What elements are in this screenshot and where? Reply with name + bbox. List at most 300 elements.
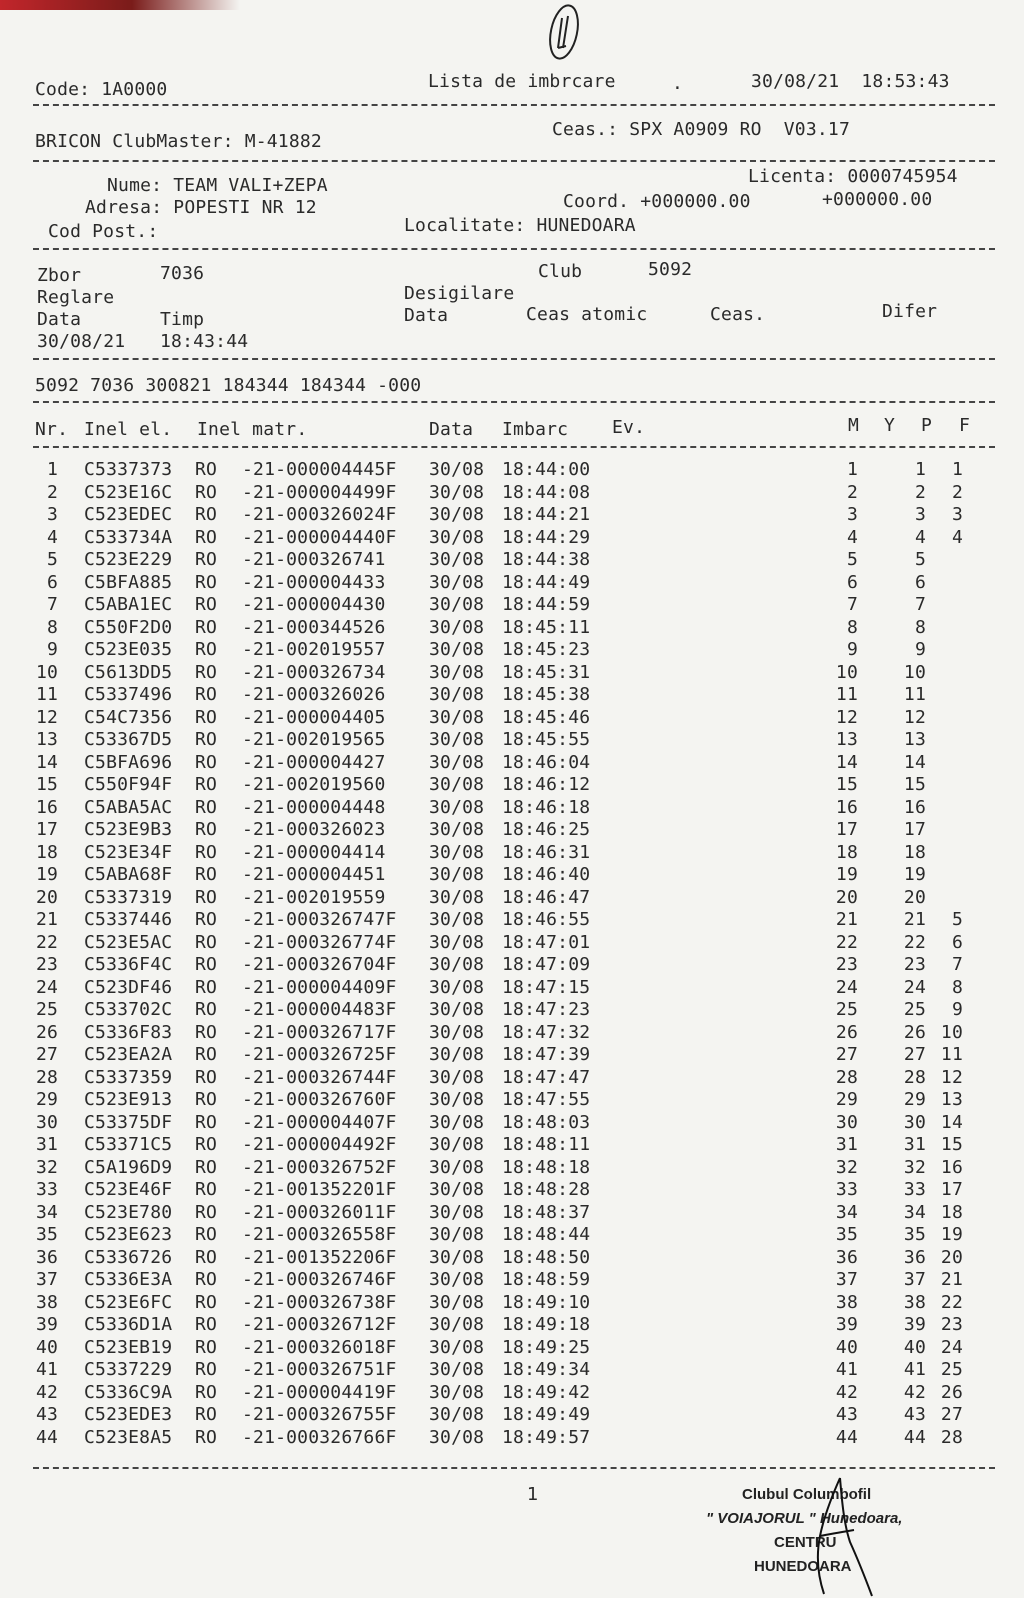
cell-country: RO <box>195 459 218 480</box>
cell-country: RO <box>195 931 218 953</box>
cell-m: 12 <box>835 706 858 728</box>
cell-nr: 38 <box>36 1291 59 1313</box>
cell-nr: 42 <box>36 1381 59 1403</box>
cell-date: 30/08 <box>429 1089 485 1110</box>
cell-inel-el: C523E6FC <box>84 1291 173 1313</box>
cell-nr: 2 <box>46 481 58 503</box>
cell-f: 9 <box>951 999 963 1020</box>
cell-nr: 41 <box>36 1359 59 1380</box>
cell-p: 17 <box>903 819 926 840</box>
cell-f: 28 <box>940 1426 963 1448</box>
cell-date: 30/08 <box>429 1179 485 1200</box>
cell-time: 18:45:55 <box>502 729 591 750</box>
cell-inel-matr: -21-000004430 <box>242 594 386 615</box>
cell-nr: 31 <box>36 1134 59 1155</box>
cell-inel-matr: -21-001352201F <box>242 1179 397 1200</box>
cell-nr: 23 <box>36 954 59 975</box>
cell-time: 18:46:25 <box>502 819 591 840</box>
cell-inel-matr: -21-000326704F <box>242 954 397 975</box>
print-datetime: 30/08/21 18:53:43 <box>751 71 950 92</box>
cell-country: RO <box>195 1246 218 1268</box>
cell-inel-matr: -21-000004499F <box>242 481 397 503</box>
cell-inel-el: C5336726 <box>84 1246 173 1268</box>
cell-inel-el: C5336C9A <box>84 1381 173 1403</box>
cell-time: 18:49:10 <box>502 1291 591 1313</box>
cell-time: 18:46:12 <box>502 774 591 795</box>
cell-inel-el: C523EDEC <box>84 504 173 525</box>
cell-m: 24 <box>835 976 858 998</box>
cell-nr: 26 <box>36 1021 59 1043</box>
cell-p: 4 <box>914 526 926 548</box>
cell-country: RO <box>195 729 218 750</box>
cell-inel-matr: -21-000326766F <box>242 1426 397 1448</box>
cell-inel-el: C5337359 <box>84 1066 173 1088</box>
cell-date: 30/08 <box>429 751 485 773</box>
cell-inel-el: C523E16C <box>84 481 173 503</box>
cell-nr: 35 <box>36 1224 59 1245</box>
atomic-clock-label: Ceas atomic <box>526 304 648 325</box>
cell-time: 18:49:49 <box>502 1404 591 1425</box>
cell-inel-el: C54C7356 <box>84 706 173 728</box>
cell-date: 30/08 <box>429 1111 485 1133</box>
cell-m: 8 <box>846 616 858 638</box>
cell-m: 39 <box>835 1314 858 1335</box>
cell-inel-matr: -21-000004492F <box>242 1134 397 1155</box>
cell-time: 18:46:55 <box>502 909 591 930</box>
cell-inel-matr: -21-000004440F <box>242 526 397 548</box>
cell-time: 18:45:46 <box>502 706 591 728</box>
cell-p: 1 <box>914 459 926 480</box>
cell-p: 42 <box>903 1381 926 1403</box>
cell-p: 29 <box>903 1089 926 1110</box>
cell-p: 31 <box>903 1134 926 1155</box>
cell-p: 32 <box>903 1156 926 1178</box>
cell-time: 18:47:09 <box>502 954 591 975</box>
cell-inel-matr: -21-000326734 <box>242 661 386 683</box>
cell-p: 37 <box>903 1269 926 1290</box>
cell-nr: 1 <box>46 459 58 480</box>
cell-p: 44 <box>903 1426 926 1448</box>
cell-time: 18:44:59 <box>502 594 591 615</box>
cell-inel-matr: -21-000326747F <box>242 909 397 930</box>
clock-info: Ceas.: SPX A0909 RO V03.17 <box>552 119 850 140</box>
cell-date: 30/08 <box>429 976 485 998</box>
cell-f: 27 <box>940 1404 963 1425</box>
cell-inel-matr: -21-000326738F <box>242 1291 397 1313</box>
cell-inel-matr: -21-000344526 <box>242 616 386 638</box>
cell-country: RO <box>195 909 218 930</box>
cell-country: RO <box>195 594 218 615</box>
cell-inel-el: C523E229 <box>84 549 173 570</box>
cell-date: 30/08 <box>429 796 485 818</box>
cell-inel-matr: -21-000004419F <box>242 1381 397 1403</box>
col-inel-matr: Inel matr. <box>197 419 308 440</box>
cell-nr: 9 <box>46 639 58 660</box>
cell-f: 5 <box>951 909 963 930</box>
cell-time: 18:47:55 <box>502 1089 591 1110</box>
cell-inel-matr: -21-000326760F <box>242 1089 397 1110</box>
cell-p: 2 <box>914 481 926 503</box>
stamp-line-3: CENTRU <box>774 1534 837 1551</box>
cell-m: 32 <box>835 1156 858 1178</box>
cell-country: RO <box>195 1201 218 1223</box>
cell-m: 37 <box>835 1269 858 1290</box>
cell-f: 18 <box>940 1201 963 1223</box>
stamp-line-4: HUNEDOARA <box>754 1558 852 1575</box>
signature-mark <box>780 1476 900 1598</box>
cell-inel-el: C550F2D0 <box>84 616 173 638</box>
cell-nr: 27 <box>36 1044 59 1065</box>
cell-date: 30/08 <box>429 1224 485 1245</box>
cell-country: RO <box>195 954 218 975</box>
cell-m: 25 <box>835 999 858 1020</box>
cell-m: 4 <box>846 526 858 548</box>
cell-date: 30/08 <box>429 1381 485 1403</box>
cell-country: RO <box>195 864 218 885</box>
cell-date: 30/08 <box>429 819 485 840</box>
difference-label: Difer <box>882 301 938 322</box>
cell-nr: 18 <box>36 841 59 863</box>
cell-date: 30/08 <box>429 886 485 908</box>
cell-date: 30/08 <box>429 841 485 863</box>
document-title: Lista de imbrcare <box>428 71 616 92</box>
cell-m: 42 <box>835 1381 858 1403</box>
cell-time: 18:46:31 <box>502 841 591 863</box>
cell-nr: 19 <box>36 864 59 885</box>
cell-f: 6 <box>951 931 963 953</box>
cell-inel-el: C5337446 <box>84 909 173 930</box>
cell-country: RO <box>195 1381 218 1403</box>
cell-nr: 32 <box>36 1156 59 1178</box>
cell-inel-matr: -21-000326018F <box>242 1336 397 1358</box>
cell-date: 30/08 <box>429 571 485 593</box>
cell-time: 18:46:47 <box>502 886 591 908</box>
cell-nr: 33 <box>36 1179 59 1200</box>
cell-inel-matr: -21-000326026 <box>242 684 386 705</box>
cell-inel-el: C5ABA68F <box>84 864 173 885</box>
cell-inel-matr: -21-000004407F <box>242 1111 397 1133</box>
cell-inel-el: C523EB19 <box>84 1336 173 1358</box>
cell-date: 30/08 <box>429 1156 485 1178</box>
cell-nr: 15 <box>36 774 59 795</box>
cell-date: 30/08 <box>429 459 485 480</box>
cell-nr: 37 <box>36 1269 59 1290</box>
cell-f: 25 <box>940 1359 963 1380</box>
cell-m: 18 <box>835 841 858 863</box>
cell-date: 30/08 <box>429 864 485 885</box>
cell-p: 9 <box>914 639 926 660</box>
cell-time: 18:48:18 <box>502 1156 591 1178</box>
cell-inel-el: C523E5AC <box>84 931 173 953</box>
cell-inel-el: C5337373 <box>84 459 173 480</box>
cell-inel-el: C5337229 <box>84 1359 173 1380</box>
cell-country: RO <box>195 886 218 908</box>
col-nr: Nr. <box>35 419 69 440</box>
cell-inel-matr: -21-000326746F <box>242 1269 397 1290</box>
cell-date: 30/08 <box>429 1336 485 1358</box>
cell-f: 24 <box>940 1336 963 1358</box>
cell-inel-matr: -21-000326744F <box>242 1066 397 1088</box>
cell-inel-matr: -21-000004427 <box>242 751 386 773</box>
locality: Localitate: HUNEDOARA <box>404 215 636 236</box>
cell-country: RO <box>195 1314 218 1335</box>
cell-country: RO <box>195 684 218 705</box>
cell-nr: 7 <box>46 594 58 615</box>
cell-date: 30/08 <box>429 909 485 930</box>
cell-country: RO <box>195 639 218 660</box>
col-ev: Ev. <box>612 417 646 438</box>
owner-name: Nume: TEAM VALI+ZEPA <box>107 175 328 196</box>
cell-inel-matr: -21-000326751F <box>242 1359 397 1380</box>
cell-nr: 21 <box>36 909 59 930</box>
cell-f: 11 <box>940 1044 963 1065</box>
cell-p: 14 <box>903 751 926 773</box>
cell-f: 12 <box>940 1066 963 1088</box>
clock-label: Ceas. <box>710 304 766 325</box>
cell-time: 18:45:38 <box>502 684 591 705</box>
cell-f: 20 <box>940 1246 963 1268</box>
cell-country: RO <box>195 571 218 593</box>
cell-inel-matr: -21-000326752F <box>242 1156 397 1178</box>
cell-time: 18:44:21 <box>502 504 591 525</box>
cell-f: 2 <box>951 481 963 503</box>
cell-inel-el: C533702C <box>84 999 173 1020</box>
cell-date: 30/08 <box>429 1404 485 1425</box>
cell-time: 18:44:49 <box>502 571 591 593</box>
cell-p: 8 <box>914 616 926 638</box>
cell-date: 30/08 <box>429 1269 485 1290</box>
cell-f: 14 <box>940 1111 963 1133</box>
cell-inel-matr: -21-002019559 <box>242 886 386 908</box>
cell-date: 30/08 <box>429 639 485 660</box>
cell-inel-matr: -21-000004448 <box>242 796 386 818</box>
cell-time: 18:49:18 <box>502 1314 591 1335</box>
cell-f: 22 <box>940 1291 963 1313</box>
cell-inel-el: C5336E3A <box>84 1269 173 1290</box>
cell-country: RO <box>195 841 218 863</box>
cell-p: 15 <box>903 774 926 795</box>
cell-date: 30/08 <box>429 774 485 795</box>
cell-p: 7 <box>914 594 926 615</box>
cell-nr: 6 <box>46 571 58 593</box>
cell-date: 30/08 <box>429 616 485 638</box>
cell-country: RO <box>195 1021 218 1043</box>
cell-country: RO <box>195 774 218 795</box>
cell-m: 20 <box>835 886 858 908</box>
cell-m: 10 <box>835 661 858 683</box>
cell-country: RO <box>195 549 218 570</box>
cell-country: RO <box>195 1291 218 1313</box>
club-number: 5092 <box>648 259 693 280</box>
cell-inel-el: C53371C5 <box>84 1134 173 1155</box>
cell-f: 16 <box>940 1156 963 1178</box>
cell-p: 33 <box>903 1179 926 1200</box>
cell-m: 31 <box>835 1134 858 1155</box>
cell-country: RO <box>195 1134 218 1155</box>
cell-p: 22 <box>903 931 926 953</box>
cell-date: 30/08 <box>429 999 485 1020</box>
cell-p: 35 <box>903 1224 926 1245</box>
cell-m: 3 <box>846 504 858 525</box>
cell-time: 18:47:47 <box>502 1066 591 1088</box>
cell-p: 41 <box>903 1359 926 1380</box>
cell-time: 18:46:40 <box>502 864 591 885</box>
date-label: Data <box>37 309 82 330</box>
cell-date: 30/08 <box>429 954 485 975</box>
cell-inel-el: C523E780 <box>84 1201 173 1223</box>
cell-inel-el: C5A196D9 <box>84 1156 173 1178</box>
cell-time: 18:49:25 <box>502 1336 591 1358</box>
cell-m: 19 <box>835 864 858 885</box>
col-f: F <box>959 415 971 436</box>
handwritten-page-mark <box>544 2 584 66</box>
cell-p: 12 <box>903 706 926 728</box>
cell-m: 6 <box>846 571 858 593</box>
cell-inel-matr: -21-000004414 <box>242 841 386 863</box>
cell-time: 18:48:28 <box>502 1179 591 1200</box>
cell-f: 13 <box>940 1089 963 1110</box>
cell-p: 6 <box>914 571 926 593</box>
cell-date: 30/08 <box>429 706 485 728</box>
cell-nr: 17 <box>36 819 59 840</box>
cell-nr: 8 <box>46 616 58 638</box>
cell-p: 21 <box>903 909 926 930</box>
cell-nr: 4 <box>46 526 58 548</box>
cell-p: 13 <box>903 729 926 750</box>
cell-inel-matr: -21-000004409F <box>242 976 397 998</box>
cell-p: 3 <box>914 504 926 525</box>
set-time: 18:43:44 <box>160 331 249 352</box>
cell-nr: 34 <box>36 1201 59 1223</box>
coordinates: Coord. +000000.00 <box>563 191 751 212</box>
page-number: 1 <box>527 1484 539 1505</box>
cell-nr: 30 <box>36 1111 59 1133</box>
cell-m: 2 <box>846 481 858 503</box>
cell-country: RO <box>195 616 218 638</box>
col-data: Data <box>429 419 474 440</box>
cell-inel-el: C523E34F <box>84 841 173 863</box>
cell-m: 34 <box>835 1201 858 1223</box>
cell-nr: 44 <box>36 1426 59 1448</box>
cell-inel-matr: -21-000326725F <box>242 1044 397 1065</box>
cell-time: 18:44:08 <box>502 481 591 503</box>
cell-p: 18 <box>903 841 926 863</box>
cell-inel-el: C5336F4C <box>84 954 173 975</box>
cell-m: 35 <box>835 1224 858 1245</box>
cell-nr: 25 <box>36 999 59 1020</box>
cell-m: 9 <box>846 639 858 660</box>
document-code: Code: 1A0000 <box>35 79 168 100</box>
cell-date: 30/08 <box>429 549 485 570</box>
cell-nr: 14 <box>36 751 59 773</box>
cell-country: RO <box>195 1111 218 1133</box>
cell-nr: 39 <box>36 1314 59 1335</box>
cell-time: 18:48:50 <box>502 1246 591 1268</box>
cell-p: 39 <box>903 1314 926 1335</box>
cell-country: RO <box>195 1089 218 1110</box>
cell-m: 33 <box>835 1179 858 1200</box>
license-number: Licenta: 0000745954 <box>748 166 958 187</box>
cell-p: 40 <box>903 1336 926 1358</box>
cell-nr: 16 <box>36 796 59 818</box>
cell-p: 19 <box>903 864 926 885</box>
flight-number: 7036 <box>160 263 205 284</box>
cell-p: 38 <box>903 1291 926 1313</box>
cell-p: 26 <box>903 1021 926 1043</box>
cell-inel-matr: -21-002019560 <box>242 774 386 795</box>
cell-inel-matr: -21-000326712F <box>242 1314 397 1335</box>
cell-inel-el: C523EDE3 <box>84 1404 173 1425</box>
cell-inel-matr: -21-002019557 <box>242 639 386 660</box>
cell-inel-el: C5BFA885 <box>84 571 173 593</box>
cell-nr: 11 <box>36 684 59 705</box>
cell-country: RO <box>195 1336 218 1358</box>
cell-inel-el: C550F94F <box>84 774 173 795</box>
cell-country: RO <box>195 999 218 1020</box>
cell-f: 17 <box>940 1179 963 1200</box>
separator-line <box>33 446 995 448</box>
cell-inel-matr: -21-000326755F <box>242 1404 397 1425</box>
cell-inel-el: C533734A <box>84 526 173 548</box>
flight-label: Zbor <box>37 265 82 286</box>
cell-time: 18:49:57 <box>502 1426 591 1448</box>
cell-m: 7 <box>846 594 858 615</box>
cell-inel-matr: -21-002019565 <box>242 729 386 750</box>
cell-date: 30/08 <box>429 1134 485 1155</box>
cell-f: 23 <box>940 1314 963 1335</box>
cell-inel-el: C523E9B3 <box>84 819 173 840</box>
cell-inel-el: C53375DF <box>84 1111 173 1133</box>
cell-inel-el: C5ABA1EC <box>84 594 173 615</box>
cell-m: 13 <box>835 729 858 750</box>
cell-country: RO <box>195 1269 218 1290</box>
cell-time: 18:44:29 <box>502 526 591 548</box>
clubmaster-id: BRICON ClubMaster: M-41882 <box>35 131 322 152</box>
cell-country: RO <box>195 481 218 503</box>
cell-m: 11 <box>835 684 858 705</box>
cell-inel-matr: -21-000004405 <box>242 706 386 728</box>
cell-country: RO <box>195 1179 218 1200</box>
cell-nr: 20 <box>36 886 59 908</box>
cell-inel-matr: -21-001352206F <box>242 1246 397 1268</box>
cell-nr: 28 <box>36 1066 59 1088</box>
cell-p: 27 <box>903 1044 926 1065</box>
cell-time: 18:49:34 <box>502 1359 591 1380</box>
cell-inel-el: C5337319 <box>84 886 173 908</box>
cell-f: 4 <box>951 526 963 548</box>
cell-inel-matr: -21-000326774F <box>242 931 397 953</box>
cell-p: 34 <box>903 1201 926 1223</box>
cell-nr: 36 <box>36 1246 59 1268</box>
cell-inel-el: C5BFA696 <box>84 751 173 773</box>
cell-time: 18:44:38 <box>502 549 591 570</box>
cell-date: 30/08 <box>429 729 485 750</box>
cell-nr: 5 <box>46 549 58 570</box>
cell-inel-matr: -21-000004433 <box>242 571 386 593</box>
cell-date: 30/08 <box>429 684 485 705</box>
red-corner-decoration <box>0 0 240 10</box>
cell-country: RO <box>195 1066 218 1088</box>
cell-f: 19 <box>940 1224 963 1245</box>
cell-time: 18:46:04 <box>502 751 591 773</box>
cell-m: 27 <box>835 1044 858 1065</box>
cell-country: RO <box>195 661 218 683</box>
col-p: P <box>921 415 933 436</box>
cell-inel-el: C523DF46 <box>84 976 173 998</box>
cell-p: 10 <box>903 661 926 683</box>
cell-m: 43 <box>835 1404 858 1425</box>
cell-time: 18:48:59 <box>502 1269 591 1290</box>
